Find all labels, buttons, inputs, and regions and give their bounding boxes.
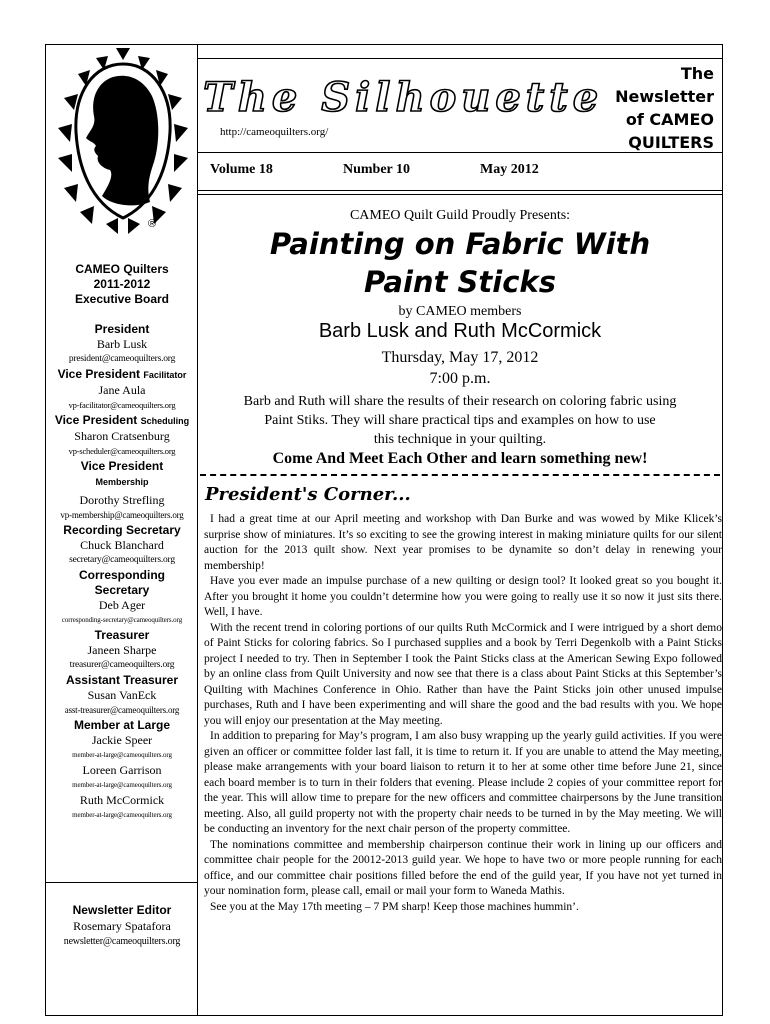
registered-mark: ® bbox=[148, 218, 157, 230]
email-vp-scheduling[interactable]: vp-scheduler@cameoquilters.org bbox=[68, 446, 176, 456]
issue-date: May 2012 bbox=[480, 162, 539, 177]
role-vp-facilitator: Vice President Facilitator bbox=[57, 367, 187, 381]
name-vp-facilitator: Jane Aula bbox=[98, 383, 146, 397]
presents-line: CAMEO Quilt Guild Proudly Presents: bbox=[349, 208, 571, 223]
role-member-at-large: Member at Large bbox=[73, 718, 171, 732]
volume-rule-2 bbox=[197, 194, 723, 195]
email-vp-facilitator[interactable]: vp-facilitator@cameoquilters.org bbox=[68, 400, 176, 410]
article-paragraph: With the recent trend in coloring portions of our quilts Ruth McCormick and I were intrigued by a short demo of Paint Sticks for coloring fabrics. So I purchased supplies and a book by Terri Degenkolb with a Paint Sticks project I needed to try. Then in September I took the Paint Sticks class at the American Sewing Expo followed by an online class from Quilt University and now see that there is a class about Paint Sticks at this September’s Quilting with Machines Conference in Ohio. Rather than have the Paint Sticks join other unused impulse purchases, Ruth and I have been experimenting and will share the good and the bad results with you. We hope you will enjoy our presentation at the May meeting. bbox=[204, 621, 722, 727]
presidents-corner-article bbox=[204, 512, 722, 915]
role-treasurer: Treasurer bbox=[94, 628, 150, 642]
program-title-line2: Paint Sticks bbox=[364, 265, 556, 299]
name-recording-secretary: Chuck Blanchard bbox=[80, 538, 164, 552]
email-member-at-large-2[interactable]: member-at-large@cameoquilters.org bbox=[72, 781, 172, 789]
sidebar-editor-rule bbox=[45, 882, 197, 883]
program-date: Thursday, May 17, 2012 bbox=[381, 349, 539, 366]
email-corresponding-secretary[interactable]: corresponding-secretary@cameoquilters.org bbox=[61, 616, 183, 624]
name-treasurer: Janeen Sharpe bbox=[87, 643, 157, 657]
newsletter-of-cameo-label: The Newsletter of CAMEO QUILTERS bbox=[615, 64, 714, 152]
email-president[interactable]: president@cameoquilters.org bbox=[68, 354, 176, 364]
email-recording-secretary[interactable]: secretary@cameoquilters.org bbox=[69, 555, 175, 565]
cameo-silhouette-logo bbox=[56, 46, 190, 236]
masthead-top-rule bbox=[197, 58, 723, 59]
email-member-at-large-1[interactable]: member-at-large@cameoquilters.org bbox=[72, 751, 172, 759]
role-corresponding-secretary: Corresponding Secretary bbox=[79, 568, 165, 597]
role-vp-membership: Vice President bbox=[80, 459, 164, 473]
name-member-at-large-3: Ruth McCormick bbox=[79, 793, 165, 807]
name-corresponding-secretary: Deb Ager bbox=[98, 598, 146, 612]
article-paragraph: In addition to preparing for May’s program, I am also busy wrapping up the yearly guild activities. If you were given an officer or committee folder last fall, it is time to return it. If you are unable to attend the May meeting, please make arrangements with your board liaison to return it to her at some other time before June 21, since each board member is to turn in their folders that evening. Please include 2 copies of your committee report for the year. This will allow time to prepare for the new officers and committee chairpersons by the June transition meeting. Also, all guild property not with the property chair needs to be turned in by the May meeting. We will be conducting an inventory for the next chair person of the property committee. bbox=[204, 730, 722, 835]
volume-label: Volume 18 bbox=[210, 162, 273, 177]
article-paragraph: Have you ever made an impulse purchase of a new quilting or design tool? It looked great so you bought it. After you brought it home you couldn’t determine how you were going to really use it so now it just sits there. Well, I have. bbox=[204, 575, 722, 618]
article-paragraph: I had a great time at our April meeting and workshop with Dan Burke and was wowed by Mike Klicek’s surprise show of miniatures. It’s so exciting to see the growing interest in making miniature quilts for our silent auction for the 2013 quilt show. Next year promises to be dynamite so don’t delay in renewing your membership! bbox=[204, 513, 722, 572]
by-line: by CAMEO members bbox=[398, 304, 522, 319]
name-assistant-treasurer: Susan VanEck bbox=[87, 688, 157, 702]
website-link[interactable]: http://cameoquilters.org/ bbox=[220, 126, 329, 138]
program-time: 7:00 p.m. bbox=[429, 370, 491, 387]
name-member-at-large-1: Jackie Speer bbox=[91, 733, 153, 747]
board-list bbox=[47, 322, 197, 823]
issue-number: Number 10 bbox=[343, 162, 411, 177]
email-assistant-treasurer[interactable]: asst-treasurer@cameoquilters.org bbox=[64, 705, 180, 715]
name-vp-scheduling: Sharon Cratsenburg bbox=[74, 429, 170, 443]
program-description: Barb and Ruth will share the results of their research on coloring fabric using Paint Stiks. They will share practical tips and examples on how to use this technique in your quilting. bbox=[243, 394, 677, 447]
presidents-corner-heading: President's Corner... bbox=[205, 484, 411, 505]
role-vp-membership-sub: Membership bbox=[95, 477, 149, 487]
name-president: Barb Lusk bbox=[96, 337, 148, 351]
role-assistant-treasurer: Assistant Treasurer bbox=[65, 673, 179, 687]
newsletter-title: The Silhouette bbox=[203, 74, 604, 121]
article-paragraph: The nominations committee and membership chairperson continue their work in lining up our officers and committee chair people for the 20012-2013 guild year. We hope to have two or more people running for each office, and our committee chair positions filled before the end of the guild year, If you have not yet turned in your nomination form, please call, email or mail your form to Waneda Mathis. bbox=[204, 838, 722, 897]
volume-rule-1 bbox=[197, 190, 723, 191]
executive-board-header: CAMEO Quilters 2011-2012 Executive Board bbox=[74, 262, 170, 306]
email-member-at-large-3[interactable]: member-at-large@cameoquilters.org bbox=[72, 811, 172, 819]
name-vp-membership: Dorothy Strefling bbox=[79, 493, 165, 507]
role-recording-secretary: Recording Secretary bbox=[63, 523, 181, 537]
name-member-at-large-2: Loreen Garrison bbox=[82, 763, 162, 777]
newsletter-editor: Newsletter Editor Rosemary Spatafora newsletter@cameoquilters.org bbox=[47, 903, 197, 949]
program-title-line1: Painting on Fabric With bbox=[269, 227, 651, 261]
role-vp-scheduling: Vice President Scheduling bbox=[54, 413, 190, 427]
presenters: Barb Lusk and Ruth McCormick bbox=[318, 320, 602, 342]
article-paragraph: See you at the May 17th meeting – 7 PM sharp! Keep those machines hummin’. bbox=[210, 900, 579, 913]
email-vp-membership[interactable]: vp-membership@cameoquilters.org bbox=[60, 510, 184, 520]
email-treasurer[interactable]: treasurer@cameoquilters.org bbox=[69, 660, 175, 670]
role-president: President bbox=[94, 322, 150, 336]
dashed-separator bbox=[200, 474, 720, 476]
call-to-action: Come And Meet Each Other and learn something new! bbox=[272, 450, 648, 467]
email-newsletter-editor[interactable]: newsletter@cameoquilters.org bbox=[63, 936, 181, 947]
